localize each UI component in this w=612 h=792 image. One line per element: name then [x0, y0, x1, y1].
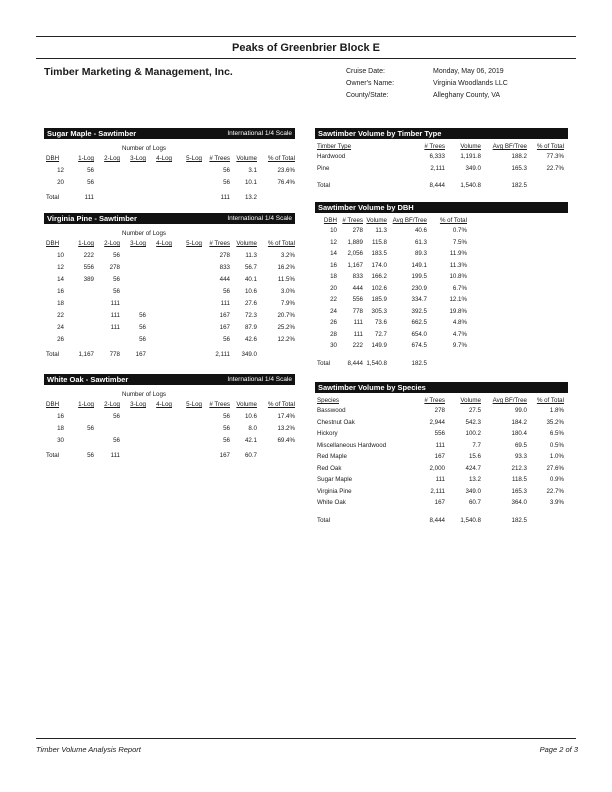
table-cell: Red Oak [317, 464, 342, 472]
meta-value: Virginia Woodlands LLC [433, 80, 508, 87]
table-cell: 7.5% [452, 238, 467, 246]
column-header: 1-Log [78, 240, 94, 247]
column-header: # Trees [209, 155, 230, 162]
table-cell: 167 [434, 453, 445, 460]
total-cell: Total [46, 452, 60, 459]
table-cell: 13.2 [468, 476, 481, 483]
table-cell: Hardwood [317, 153, 346, 160]
table-cell: 278 [434, 407, 445, 414]
table-cell: 16 [57, 288, 64, 295]
table-cell: 76.4% [277, 179, 295, 186]
panel-header [44, 213, 295, 224]
logs-group-header: Number of Logs [121, 145, 167, 152]
table-cell: 167 [434, 499, 445, 506]
total-cell: 167 [219, 452, 230, 459]
table-cell: 12.2% [277, 336, 295, 343]
table-cell: 3.2% [280, 252, 295, 259]
table-cell: 10.6 [244, 288, 257, 295]
total-cell: Total [317, 516, 331, 524]
table-cell: 1,167 [347, 261, 363, 269]
table-cell: 111 [353, 330, 363, 338]
table-cell: 6.7% [452, 284, 467, 292]
table-cell: 12.1% [449, 296, 467, 303]
table-cell: 392.5 [411, 307, 427, 315]
table-cell: 222 [352, 342, 363, 349]
total-cell: 1,167 [78, 351, 94, 358]
table-cell: 17.4% [277, 413, 295, 420]
scale-label: International 1/4 Scale [227, 130, 292, 137]
table-cell: 833 [219, 264, 230, 271]
table-cell: Hickory [317, 430, 338, 437]
column-header: # Trees [209, 240, 230, 247]
total-cell: Total [317, 182, 331, 189]
meta-block [346, 68, 508, 104]
total-cell: 56 [87, 452, 94, 459]
table-cell: 25.2% [277, 324, 295, 331]
table-cell: 111 [110, 324, 120, 331]
table-cell: 6,333 [429, 153, 445, 160]
total-cell: 182.5 [411, 359, 427, 367]
column-header: 3-Log [130, 155, 146, 162]
column-header: DBH [46, 240, 60, 247]
table-cell: 56 [87, 425, 94, 432]
panel-header [44, 128, 295, 139]
total-cell: Total [46, 351, 60, 358]
column-header: # Trees [424, 397, 445, 404]
table-cell: 1,191.8 [460, 153, 481, 160]
table-cell: 833 [352, 273, 363, 280]
table-cell: 27.6% [546, 464, 564, 472]
column-header: DBH [46, 155, 60, 162]
column-header: 5-Log [186, 155, 202, 162]
table-cell: 662.5 [411, 319, 427, 326]
table-cell: 556 [352, 296, 363, 303]
column-header: 2-Log [104, 401, 120, 408]
table-cell: 12 [57, 167, 64, 174]
table-cell: 56 [113, 252, 120, 259]
table-cell: 10.1 [244, 179, 257, 186]
panel-header [315, 382, 568, 393]
table-cell: Virginia Pine [317, 487, 352, 495]
table-cell: 18 [57, 300, 64, 307]
footer-page-number: Page 2 of 3 [539, 745, 578, 754]
table-cell: 349.0 [465, 487, 481, 495]
table-cell: 22.7% [546, 164, 564, 172]
total-cell: 111 [110, 452, 120, 459]
total-cell: 60.7 [244, 452, 257, 459]
meta-label: Cruise Date: [346, 68, 385, 75]
table-cell: 14 [57, 276, 64, 283]
table-cell: 56 [223, 413, 230, 420]
total-cell: Total [46, 194, 60, 201]
table-cell: 111 [353, 319, 363, 326]
table-cell: 167 [219, 324, 230, 331]
table-cell: 4.7% [452, 330, 467, 338]
table-cell: 12 [330, 238, 337, 246]
table-cell: 222 [83, 252, 94, 259]
panel-title: White Oak - Sawtimber [47, 375, 129, 384]
column-header: % of Total [267, 155, 295, 162]
table-cell: 13.2% [277, 425, 295, 432]
report-title: Peaks of Greenbrier Block E [232, 42, 380, 54]
table-cell: 23.6% [277, 167, 295, 174]
column-header: DBH [46, 401, 60, 408]
table-cell: Red Maple [317, 453, 347, 460]
table-cell: 2,111 [430, 164, 445, 172]
table-cell: 100.2 [465, 430, 481, 437]
table-cell: 9.7% [452, 342, 467, 349]
table-cell: 12 [57, 264, 64, 271]
table-cell: 30 [330, 342, 337, 349]
total-cell: Total [317, 359, 331, 367]
column-header: % of Total [536, 397, 564, 404]
table-cell: 230.9 [411, 284, 427, 292]
column-header: # Trees [209, 401, 230, 408]
table-cell: 278 [219, 252, 230, 259]
table-cell: 4.8% [452, 319, 467, 326]
table-cell: 77.3% [546, 153, 564, 160]
total-cell: 111 [220, 194, 230, 201]
table-cell: 20 [57, 179, 64, 186]
table-cell: 364.0 [511, 499, 527, 506]
table-cell: 424.7 [465, 464, 481, 472]
table-cell: 778 [352, 307, 363, 315]
table-cell: 60.7 [468, 499, 481, 506]
footer-report-name: Timber Volume Analysis Report [36, 745, 141, 754]
table-cell: 24 [330, 307, 337, 315]
column-header: 3-Log [130, 401, 146, 408]
table-cell: 16 [57, 413, 64, 420]
table-cell: 7.7 [472, 441, 481, 449]
table-cell: 56 [87, 179, 94, 186]
table-cell: 118.5 [511, 476, 527, 483]
table-cell: White Oak [317, 499, 346, 506]
column-header: Volume [366, 217, 387, 224]
table-cell: 0.7% [452, 227, 467, 234]
column-header: 2-Log [104, 155, 120, 162]
table-cell: 2,944 [429, 418, 445, 426]
total-cell: 1,540.8 [460, 516, 481, 524]
table-cell: 56 [87, 167, 94, 174]
column-header: 1-Log [78, 401, 94, 408]
table-cell: 102.6 [371, 284, 387, 292]
meta-value: Alleghany County, VA [433, 92, 501, 99]
total-cell: 778 [109, 351, 120, 358]
table-cell: 18 [57, 425, 64, 432]
title-rule [36, 58, 576, 59]
table-cell: 72.3 [244, 312, 257, 319]
table-cell: 35.2% [546, 418, 564, 426]
column-header: Volume [236, 155, 257, 162]
table-cell: 180.4 [511, 430, 527, 437]
table-cell: 185.9 [371, 296, 387, 303]
panel-title: Sawtimber Volume by DBH [318, 203, 414, 212]
logs-group-header: Number of Logs [121, 230, 167, 237]
column-header: 1-Log [78, 155, 94, 162]
table-cell: 22 [330, 296, 337, 303]
table-cell: 18 [330, 273, 337, 280]
table-cell: 174.0 [371, 261, 387, 269]
panel-title: Sawtimber Volume by Species [318, 383, 426, 392]
table-cell: 149.1 [411, 261, 427, 269]
table-cell: 16 [330, 261, 337, 269]
total-cell: 8,444 [347, 359, 363, 367]
table-cell: 16.2% [277, 264, 295, 271]
table-cell: 1.0% [549, 453, 564, 460]
table-cell: 19.8% [449, 307, 467, 315]
panel-header [315, 128, 568, 139]
table-cell: 99.0 [514, 407, 527, 414]
panel-title: Sawtimber Volume by Timber Type [318, 129, 442, 138]
table-cell: 56 [113, 413, 120, 420]
table-cell: 26 [330, 319, 337, 326]
table-cell: 56 [223, 179, 230, 186]
table-cell: 56 [113, 437, 120, 444]
column-header: % of Total [267, 401, 295, 408]
table-cell: 87.9 [244, 324, 257, 331]
panel-title: Sugar Maple - Sawtimber [47, 129, 137, 138]
table-cell: 56 [223, 437, 230, 444]
white-oak-panel [44, 374, 295, 469]
table-cell: 56 [139, 336, 146, 343]
table-cell: 40.1 [244, 276, 257, 283]
table-cell: 7.9% [280, 300, 295, 307]
table-cell: 11.3% [449, 261, 467, 269]
total-cell: 349.0 [241, 351, 257, 358]
panel-header [44, 374, 295, 385]
column-header: Avg BF/Tree [492, 143, 527, 150]
column-header: Species [317, 397, 340, 404]
scale-label: International 1/4 Scale [227, 215, 292, 222]
table-cell: 188.2 [511, 153, 527, 160]
total-cell: 182.5 [511, 182, 527, 189]
table-cell: 11.3 [245, 252, 257, 259]
table-cell: 42.6 [244, 336, 257, 343]
table-cell: 542.3 [465, 418, 481, 426]
table-cell: 56 [139, 324, 146, 331]
table-cell: 69.4% [277, 437, 295, 444]
column-header: Timber Type [317, 143, 352, 150]
column-header: Avg BF/Tree [492, 397, 527, 404]
table-cell: 2,056 [347, 250, 363, 257]
total-cell: 182.5 [511, 516, 527, 524]
table-cell: 56.7 [244, 264, 257, 271]
table-cell: 3.1 [248, 167, 257, 174]
table-cell: 93.3 [514, 453, 527, 460]
table-cell: 20 [330, 284, 337, 292]
total-cell: 111 [84, 194, 94, 201]
table-cell: 24 [57, 324, 64, 331]
table-cell: 56 [223, 425, 230, 432]
total-cell: 1,540.8 [460, 182, 481, 189]
table-cell: Sugar Maple [317, 476, 353, 483]
column-header: Volume [236, 240, 257, 247]
total-cell: 8,444 [429, 182, 445, 189]
table-cell: 278 [352, 227, 363, 234]
table-cell: Chestnut Oak [317, 418, 355, 426]
meta-label: Owner's Name: [346, 80, 395, 87]
column-header: DBH [323, 217, 337, 224]
table-cell: 334.7 [411, 296, 427, 303]
table-cell: 674.5 [411, 342, 427, 349]
column-header: 3-Log [130, 240, 146, 247]
table-cell: Basswood [317, 407, 346, 414]
table-cell: 6.5% [549, 430, 564, 437]
footer-rule [36, 738, 576, 739]
table-cell: 73.6 [374, 319, 387, 326]
table-cell: 111 [220, 300, 230, 307]
table-cell: 26 [57, 336, 64, 343]
table-cell: 11.5% [277, 276, 295, 283]
table-cell: 556 [434, 430, 445, 437]
table-cell: 149.9 [371, 342, 387, 349]
table-cell: 10 [57, 252, 64, 259]
table-cell: 20.7% [277, 312, 295, 319]
table-cell: 56 [223, 288, 230, 295]
column-header: 4-Log [156, 401, 172, 408]
table-cell: 22.7% [546, 487, 564, 495]
by-type-panel [315, 128, 568, 198]
column-header: 5-Log [186, 401, 202, 408]
meta-label: County/State: [346, 92, 389, 99]
table-cell: 8.0 [248, 425, 257, 432]
table-cell: 27.6 [244, 300, 257, 307]
meta-value: Monday, May 06, 2019 [433, 68, 504, 75]
table-cell: 389 [83, 276, 94, 283]
table-cell: 0.5% [549, 441, 564, 449]
table-cell: 165.3 [511, 164, 527, 172]
table-cell: 56 [113, 288, 120, 295]
table-cell: 278 [109, 264, 120, 271]
table-cell: 444 [352, 284, 363, 292]
column-header: 4-Log [156, 155, 172, 162]
column-header: Avg BF/Tree [392, 217, 427, 224]
table-cell: 89.3 [414, 250, 427, 257]
table-cell: 305.3 [371, 307, 387, 315]
table-cell: 61.3 [414, 238, 427, 246]
table-cell: 1.8% [549, 407, 564, 414]
table-cell: 10 [330, 227, 337, 234]
column-header: Volume [460, 397, 481, 404]
table-cell: 111 [435, 441, 445, 449]
table-cell: Pine [317, 164, 330, 172]
table-cell: 199.5 [411, 273, 427, 280]
table-cell: 56 [223, 167, 230, 174]
column-header: % of Total [439, 217, 467, 224]
column-header: Volume [236, 401, 257, 408]
table-cell: 69.5 [514, 441, 527, 449]
by-dbh-panel [315, 202, 568, 377]
table-cell: 15.6 [468, 453, 481, 460]
table-cell: 42.1 [244, 437, 257, 444]
table-cell: 212.3 [511, 464, 527, 472]
column-header: 5-Log [186, 240, 202, 247]
table-cell: 14 [330, 250, 337, 257]
table-cell: 654.0 [411, 330, 427, 338]
table-cell: 3.9% [549, 499, 564, 506]
table-cell: 56 [139, 312, 146, 319]
column-header: 2-Log [104, 240, 120, 247]
total-cell: 2,111 [215, 351, 230, 358]
table-cell: 111 [110, 300, 120, 307]
total-cell: 13.2 [244, 194, 257, 201]
total-cell: 167 [135, 351, 146, 358]
table-cell: 2,000 [429, 464, 445, 472]
table-cell: 111 [110, 312, 120, 319]
table-cell: 27.5 [468, 407, 481, 414]
table-cell: 165.3 [511, 487, 527, 495]
table-cell: 0.9% [549, 476, 564, 483]
table-cell: 11.9% [449, 250, 467, 257]
company-name: Timber Marketing & Management, Inc. [44, 66, 233, 78]
table-cell: 56 [223, 336, 230, 343]
table-cell: 444 [219, 276, 230, 283]
column-header: # Trees [342, 217, 363, 224]
total-cell: 1,540.8 [366, 359, 387, 367]
table-cell: 349.0 [465, 164, 481, 172]
table-cell: 167 [219, 312, 230, 319]
table-cell: 22 [57, 312, 64, 319]
table-cell: 115.8 [371, 238, 387, 246]
table-cell: 2,111 [430, 487, 445, 495]
panel-header [315, 202, 568, 213]
table-cell: 184.2 [511, 418, 527, 426]
scale-label: International 1/4 Scale [227, 376, 292, 383]
table-cell: 11.3 [375, 227, 387, 234]
table-cell: 183.5 [371, 250, 387, 257]
column-header: Volume [460, 143, 481, 150]
panel-title: Virginia Pine - Sawtimber [47, 214, 137, 223]
column-header: % of Total [267, 240, 295, 247]
column-header: 4-Log [156, 240, 172, 247]
sugar-maple-panel [44, 128, 295, 208]
by-species-panel [315, 382, 568, 542]
table-cell: 1,889 [347, 238, 363, 246]
table-cell: 556 [83, 264, 94, 271]
column-header: % of Total [536, 143, 564, 150]
table-cell: 10.8% [449, 273, 467, 280]
table-cell: Miscellaneous Hardwood [317, 441, 387, 449]
table-cell: 56 [113, 276, 120, 283]
total-cell: 8,444 [429, 516, 445, 524]
column-header: # Trees [424, 143, 445, 150]
table-cell: 72.7 [374, 330, 387, 338]
logs-group-header: Number of Logs [121, 391, 167, 398]
table-cell: 166.2 [371, 273, 387, 280]
table-cell: 30 [57, 437, 64, 444]
table-cell: 111 [435, 476, 445, 483]
table-cell: 28 [330, 330, 337, 338]
table-cell: 40.6 [414, 227, 427, 234]
virginia-pine-panel [44, 213, 295, 368]
top-rule [36, 36, 576, 37]
table-cell: 10.6 [244, 413, 257, 420]
table-cell: 3.0% [280, 288, 295, 295]
